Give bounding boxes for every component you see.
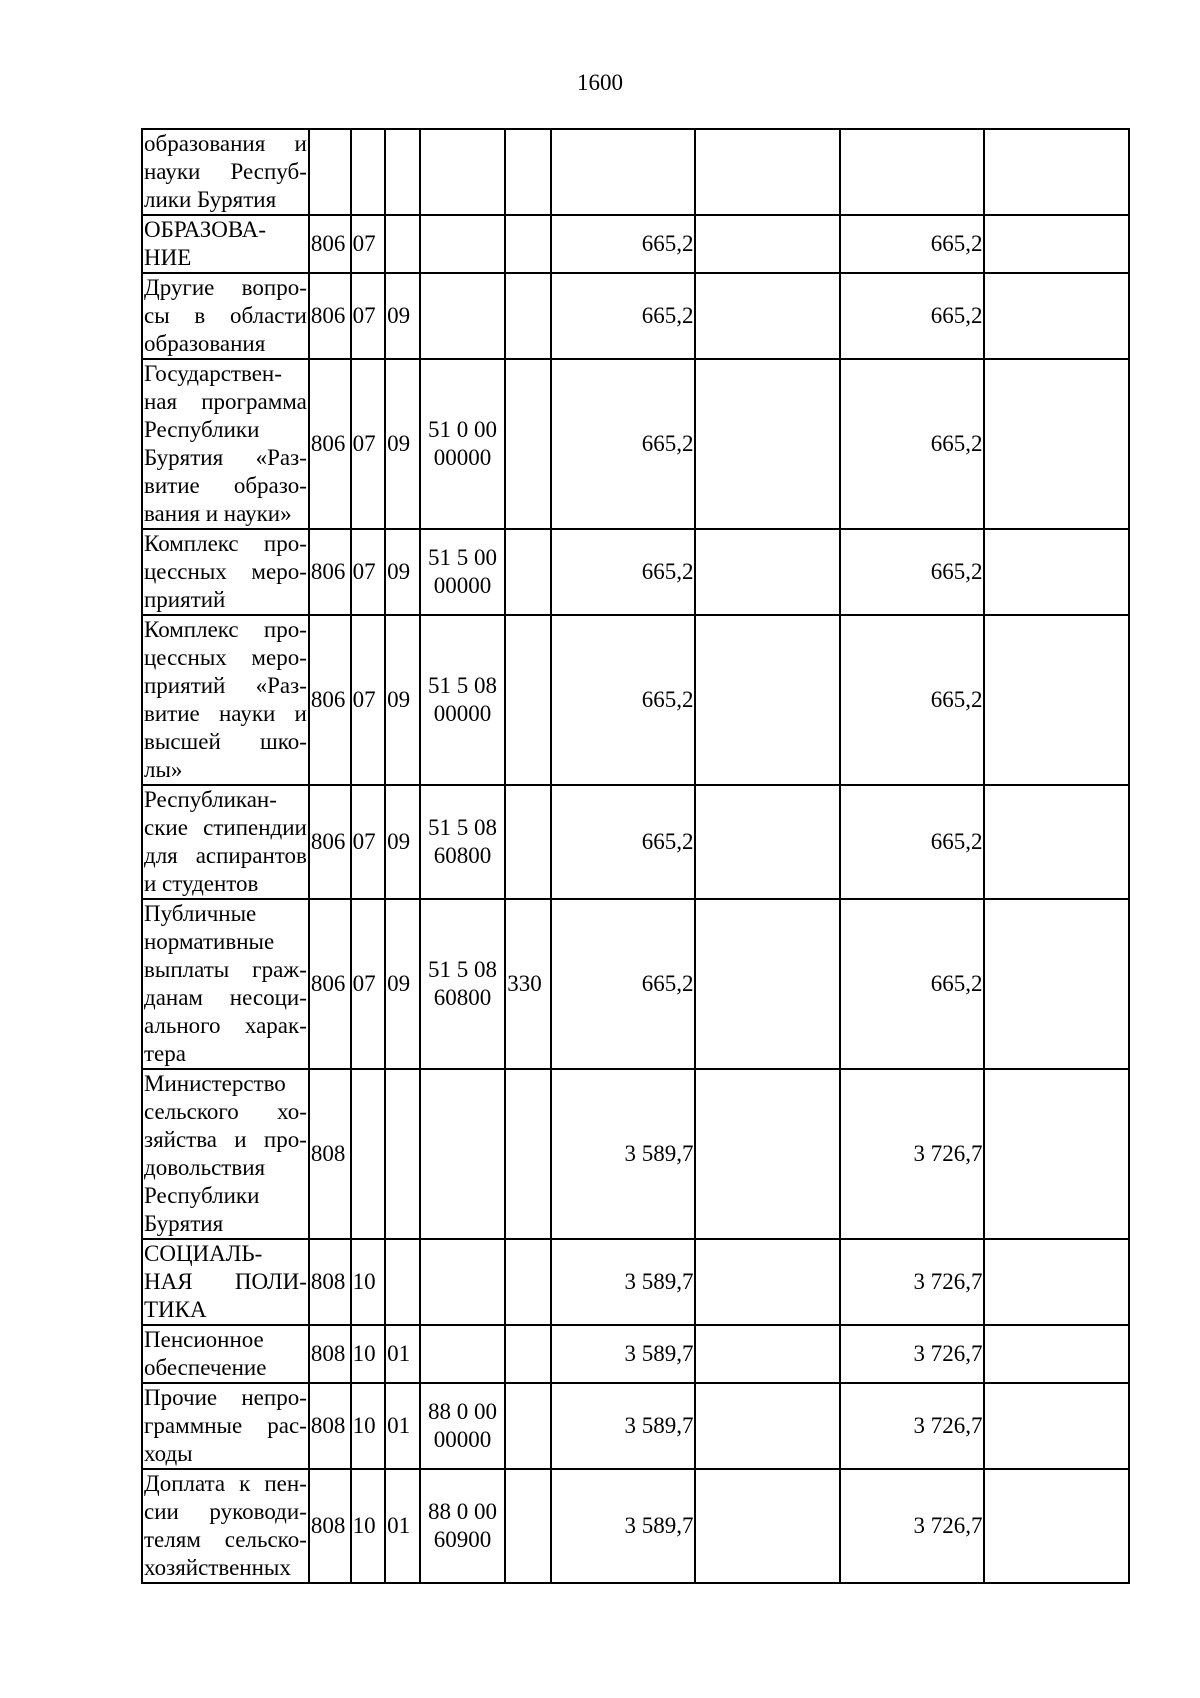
cell-sum-1: 665,2 <box>551 899 695 1069</box>
cell-grbs: 806 <box>309 529 351 615</box>
cell-pr: 09 <box>385 273 420 359</box>
cell-sum-1: 3 589,7 <box>551 1069 695 1239</box>
cell-name: Государствен-ная программа Республики Бурятия «Раз-витие образо-вания и науки» <box>142 359 309 529</box>
cell-sum-1: 665,2 <box>551 529 695 615</box>
cell-sum-2 <box>695 359 839 529</box>
cell-csr <box>420 273 505 359</box>
cell-rz: 10 <box>351 1239 386 1325</box>
table-row <box>142 1239 1129 1325</box>
cell-sum-4 <box>984 529 1129 615</box>
cell-csr <box>420 215 505 273</box>
cell-csr: 51 5 00 00000 <box>420 529 505 615</box>
cell-vr <box>505 1325 551 1383</box>
table-row <box>142 615 1129 785</box>
cell-vr <box>505 129 551 215</box>
cell-sum-4 <box>984 785 1129 899</box>
cell-csr: 88 0 00 00000 <box>420 1383 505 1469</box>
cell-sum-4 <box>984 1383 1129 1469</box>
cell-pr <box>385 1069 420 1239</box>
cell-vr <box>505 273 551 359</box>
table-row <box>142 529 1129 615</box>
cell-sum-3: 665,2 <box>840 359 984 529</box>
cell-sum-1: 3 589,7 <box>551 1469 695 1583</box>
table-row <box>142 273 1129 359</box>
cell-sum-2 <box>695 1239 839 1325</box>
cell-sum-3: 665,2 <box>840 273 984 359</box>
cell-name: Доплата к пен-сии руководи-телям сельско-хозяйственных <box>142 1469 309 1583</box>
cell-name: Публичные нормативные выплаты граж-данам несоци-ального харак-тера <box>142 899 309 1069</box>
page-number: 1600 <box>577 70 623 95</box>
cell-grbs: 808 <box>309 1069 351 1239</box>
cell-sum-4 <box>984 1469 1129 1583</box>
cell-pr: 09 <box>385 615 420 785</box>
cell-pr <box>385 215 420 273</box>
cell-grbs: 808 <box>309 1469 351 1583</box>
cell-rz: 07 <box>351 785 386 899</box>
cell-csr <box>420 129 505 215</box>
cell-csr: 88 0 00 60900 <box>420 1469 505 1583</box>
cell-csr: 51 5 08 60800 <box>420 899 505 1069</box>
cell-sum-2 <box>695 615 839 785</box>
cell-vr <box>505 359 551 529</box>
cell-sum-4 <box>984 1325 1129 1383</box>
cell-name: Прочие непро-граммные рас-ходы <box>142 1383 309 1469</box>
cell-sum-4 <box>984 1239 1129 1325</box>
cell-vr <box>505 1239 551 1325</box>
cell-sum-3: 665,2 <box>840 615 984 785</box>
cell-csr <box>420 1325 505 1383</box>
cell-vr <box>505 1069 551 1239</box>
cell-grbs: 808 <box>309 1325 351 1383</box>
cell-sum-2 <box>695 1069 839 1239</box>
cell-sum-1: 665,2 <box>551 785 695 899</box>
cell-vr <box>505 1383 551 1469</box>
cell-sum-2 <box>695 215 839 273</box>
cell-pr: 09 <box>385 529 420 615</box>
cell-pr: 01 <box>385 1469 420 1583</box>
cell-csr: 51 5 08 60800 <box>420 785 505 899</box>
cell-name: Республикан-ские стипендии для аспирантов и студентов <box>142 785 309 899</box>
table-row <box>142 215 1129 273</box>
cell-sum-3: 3 726,7 <box>840 1383 984 1469</box>
cell-name: Другие вопро-сы в области образования <box>142 273 309 359</box>
cell-sum-3: 3 726,7 <box>840 1469 984 1583</box>
cell-sum-3: 665,2 <box>840 529 984 615</box>
table-row <box>142 1469 1129 1583</box>
cell-csr: 51 5 08 00000 <box>420 615 505 785</box>
cell-grbs: 806 <box>309 615 351 785</box>
table-row <box>142 359 1129 529</box>
cell-pr <box>385 129 420 215</box>
cell-rz: 07 <box>351 615 386 785</box>
cell-sum-3: 3 726,7 <box>840 1239 984 1325</box>
cell-sum-4 <box>984 129 1129 215</box>
cell-rz: 07 <box>351 359 386 529</box>
cell-name: Министерство сельского хо-зяйства и про-довольствия Республики Бурятия <box>142 1069 309 1239</box>
cell-sum-3: 665,2 <box>840 785 984 899</box>
cell-csr <box>420 1069 505 1239</box>
table-row <box>142 129 1129 215</box>
cell-vr: 330 <box>505 899 551 1069</box>
cell-grbs: 806 <box>309 899 351 1069</box>
cell-name: Пенсионное обеспечение <box>142 1325 309 1383</box>
table-row <box>142 1325 1129 1383</box>
cell-vr <box>505 615 551 785</box>
cell-sum-3: 3 726,7 <box>840 1069 984 1239</box>
table-row <box>142 1069 1129 1239</box>
cell-rz: 07 <box>351 215 386 273</box>
table-row <box>142 785 1129 899</box>
cell-sum-1: 665,2 <box>551 273 695 359</box>
cell-rz <box>351 129 386 215</box>
cell-sum-4 <box>984 273 1129 359</box>
cell-sum-3 <box>840 129 984 215</box>
cell-grbs: 806 <box>309 215 351 273</box>
cell-sum-2 <box>695 1469 839 1583</box>
cell-rz: 10 <box>351 1325 386 1383</box>
cell-sum-2 <box>695 1383 839 1469</box>
cell-csr <box>420 1239 505 1325</box>
cell-grbs: 808 <box>309 1239 351 1325</box>
cell-pr: 09 <box>385 899 420 1069</box>
cell-sum-3: 3 726,7 <box>840 1325 984 1383</box>
cell-sum-1 <box>551 129 695 215</box>
cell-rz <box>351 1069 386 1239</box>
cell-pr: 09 <box>385 359 420 529</box>
cell-pr: 09 <box>385 785 420 899</box>
budget-table <box>141 128 1130 1584</box>
cell-sum-2 <box>695 785 839 899</box>
cell-sum-1: 665,2 <box>551 359 695 529</box>
cell-rz: 07 <box>351 273 386 359</box>
table-row <box>142 1383 1129 1469</box>
cell-rz: 07 <box>351 899 386 1069</box>
cell-sum-1: 665,2 <box>551 215 695 273</box>
cell-vr <box>505 215 551 273</box>
cell-sum-2 <box>695 1325 839 1383</box>
cell-grbs: 806 <box>309 785 351 899</box>
cell-rz: 10 <box>351 1469 386 1583</box>
cell-grbs: 808 <box>309 1383 351 1469</box>
cell-name: образования и науки Респуб-лики Бурятия <box>142 129 309 215</box>
table-row <box>142 899 1129 1069</box>
cell-name: СОЦИАЛЬ-НАЯ ПОЛИ-ТИКА <box>142 1239 309 1325</box>
cell-sum-1: 3 589,7 <box>551 1239 695 1325</box>
cell-sum-2 <box>695 899 839 1069</box>
cell-pr: 01 <box>385 1325 420 1383</box>
cell-sum-1: 3 589,7 <box>551 1325 695 1383</box>
cell-vr <box>505 785 551 899</box>
cell-sum-3: 665,2 <box>840 899 984 1069</box>
cell-csr: 51 0 00 00000 <box>420 359 505 529</box>
cell-pr <box>385 1239 420 1325</box>
cell-sum-3: 665,2 <box>840 215 984 273</box>
cell-grbs: 806 <box>309 273 351 359</box>
cell-grbs <box>309 129 351 215</box>
cell-grbs: 806 <box>309 359 351 529</box>
cell-sum-4 <box>984 899 1129 1069</box>
cell-sum-4 <box>984 615 1129 785</box>
cell-vr <box>505 1469 551 1583</box>
cell-sum-2 <box>695 129 839 215</box>
cell-sum-1: 3 589,7 <box>551 1383 695 1469</box>
cell-name: ОБРАЗОВА-НИЕ <box>142 215 309 273</box>
cell-vr <box>505 529 551 615</box>
cell-sum-4 <box>984 359 1129 529</box>
cell-sum-4 <box>984 1069 1129 1239</box>
table-body <box>142 129 1129 1583</box>
cell-sum-1: 665,2 <box>551 615 695 785</box>
cell-sum-2 <box>695 529 839 615</box>
cell-rz: 07 <box>351 529 386 615</box>
cell-pr: 01 <box>385 1383 420 1469</box>
cell-rz: 10 <box>351 1383 386 1469</box>
cell-name: Комплекс про-цессных меро-приятий «Раз-витие науки и высшей шко-лы» <box>142 615 309 785</box>
cell-sum-4 <box>984 215 1129 273</box>
cell-name: Комплекс про-цессных меро-приятий <box>142 529 309 615</box>
cell-sum-2 <box>695 273 839 359</box>
